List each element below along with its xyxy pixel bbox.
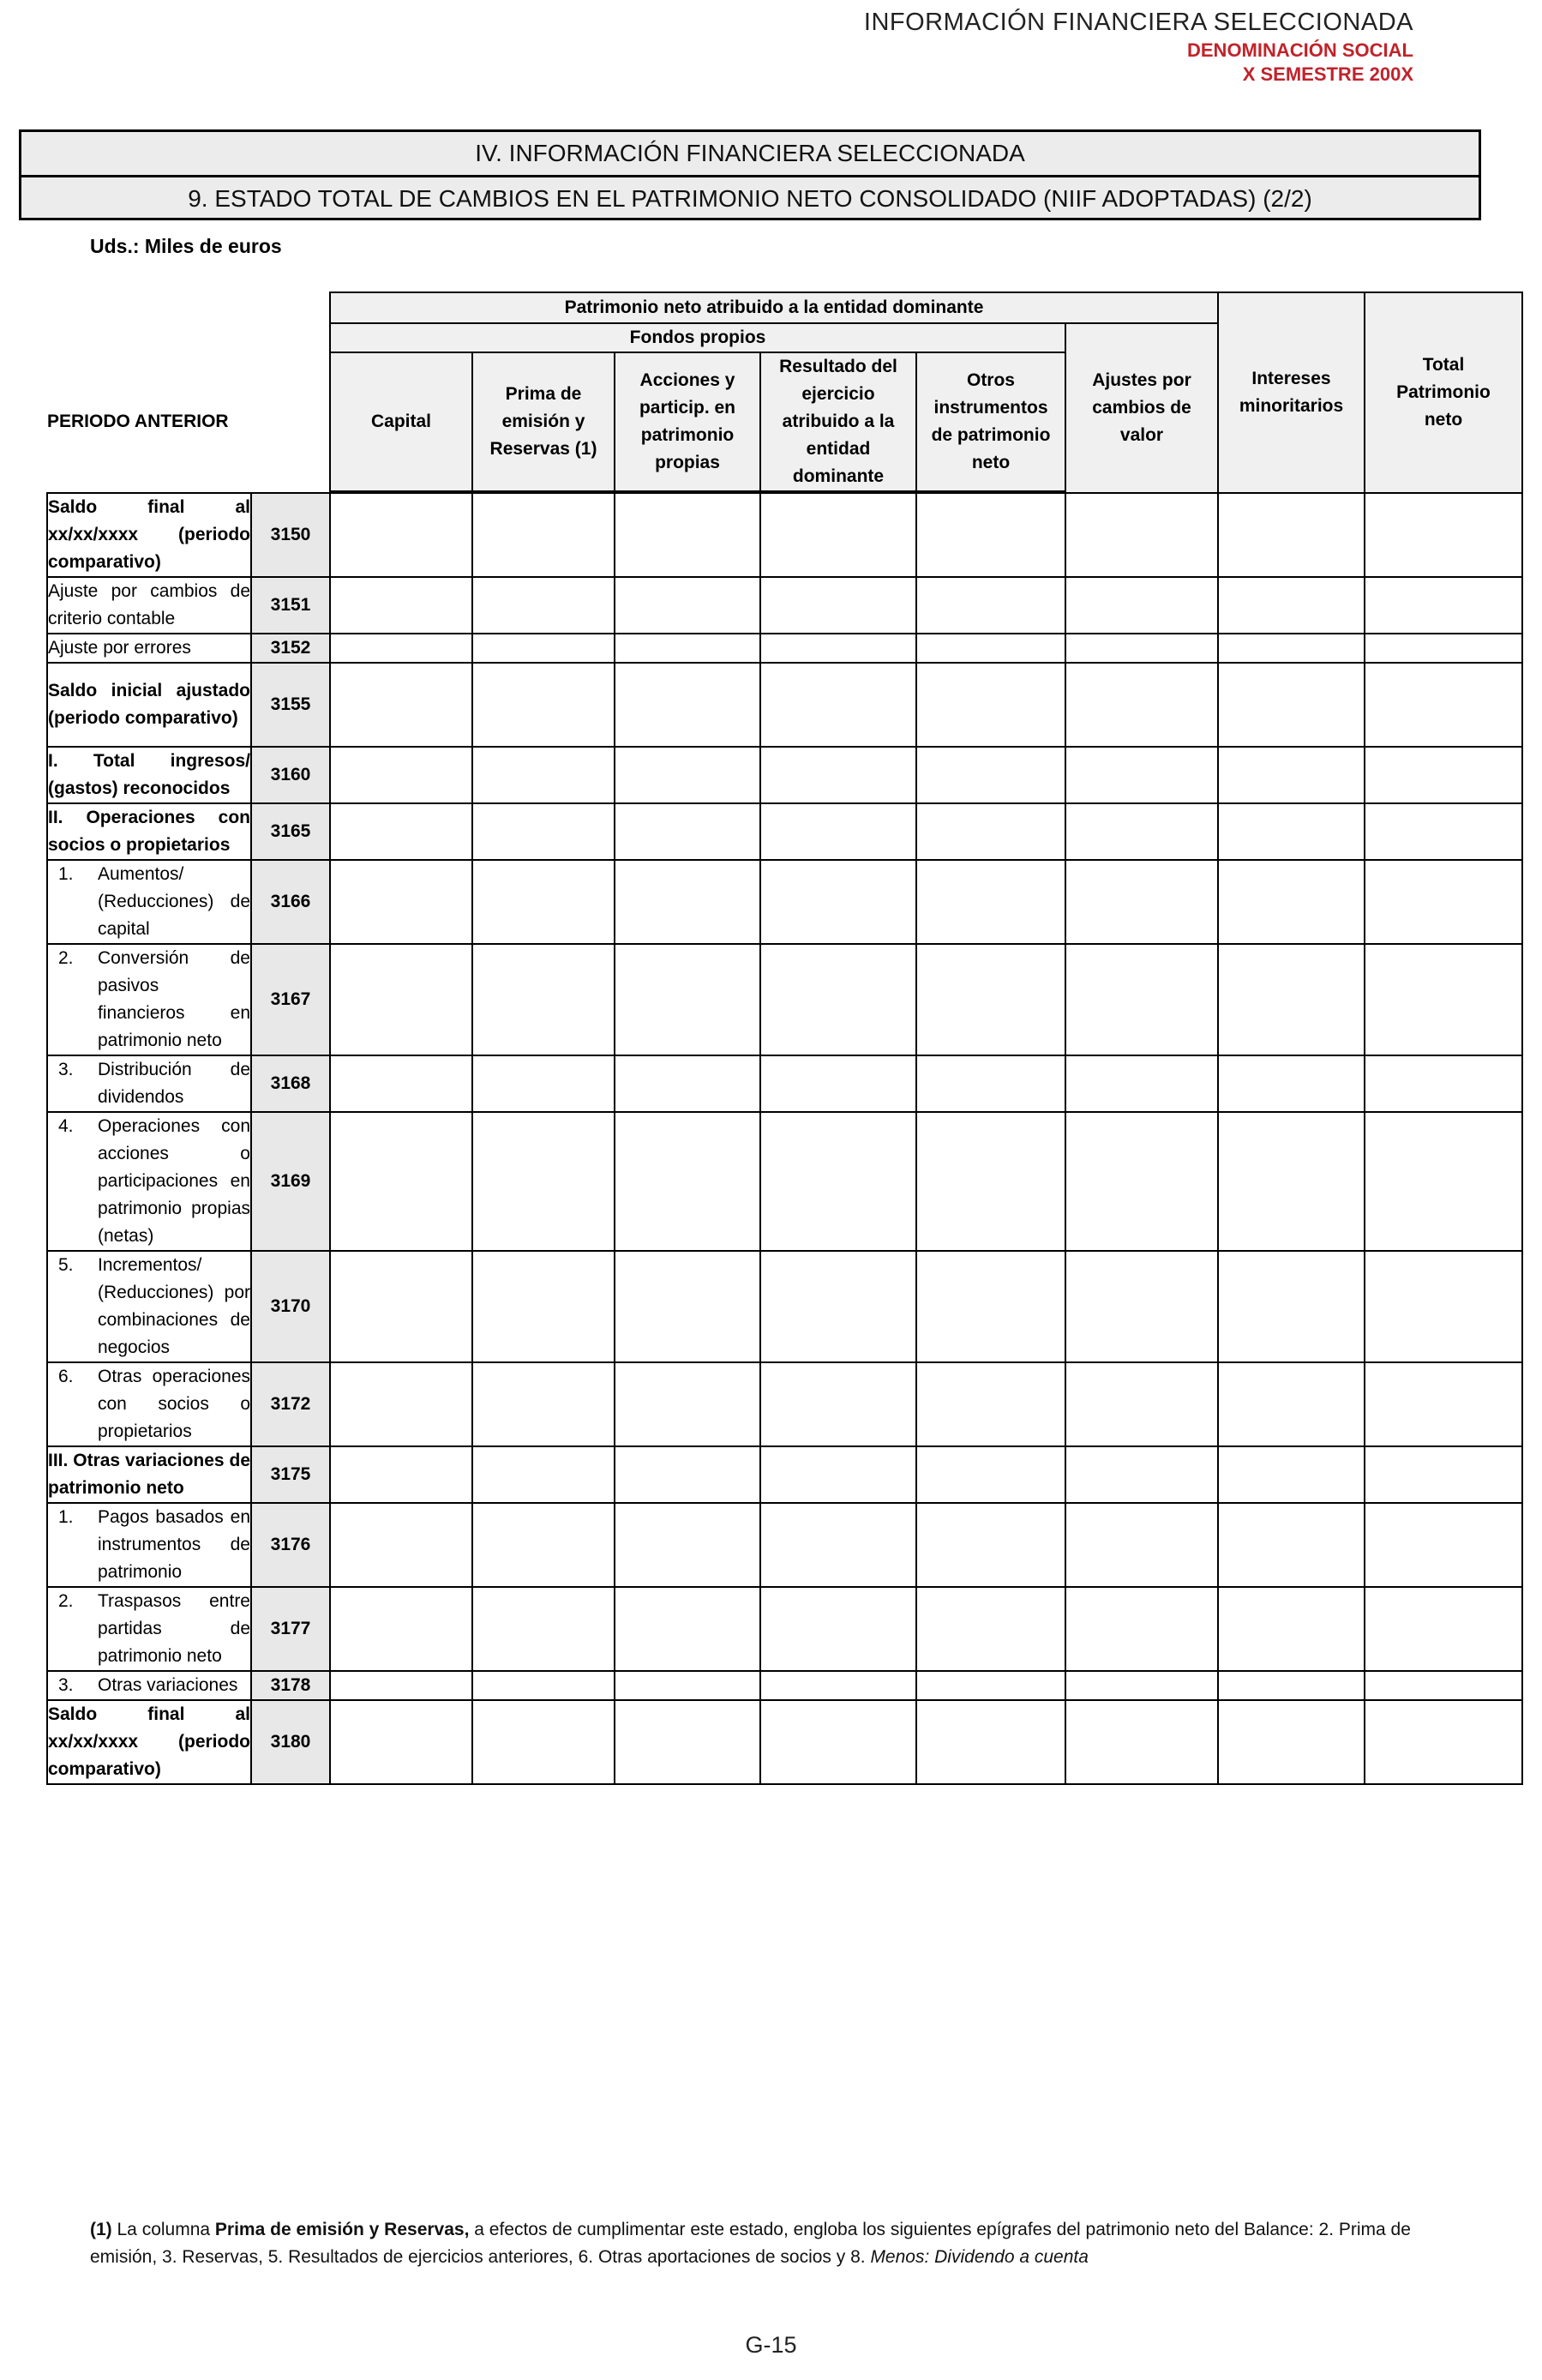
value-cell[interactable] [916, 944, 1065, 1055]
value-cell[interactable] [1065, 663, 1218, 747]
value-cell[interactable] [472, 1587, 615, 1671]
value-cell[interactable] [330, 1671, 472, 1700]
value-cell[interactable] [1365, 1503, 1522, 1587]
value-cell[interactable] [916, 663, 1065, 747]
value-cell[interactable] [916, 1671, 1065, 1700]
column-header-capital: Capital [330, 352, 472, 491]
value-cell[interactable] [615, 1112, 760, 1251]
footnote-marker: (1) [90, 2220, 112, 2239]
value-cell[interactable] [1065, 1700, 1218, 1784]
value-cell[interactable] [760, 944, 916, 1055]
value-cell[interactable] [1365, 1700, 1522, 1784]
value-cell[interactable] [330, 1446, 472, 1503]
value-cell[interactable] [615, 663, 760, 747]
value-cell[interactable] [1365, 1112, 1522, 1251]
value-cell[interactable] [916, 1700, 1065, 1784]
value-cell[interactable] [330, 1362, 472, 1446]
value-cell[interactable] [330, 1587, 472, 1671]
row-number: 2. [58, 1591, 74, 1611]
value-cell[interactable] [1218, 577, 1365, 634]
value-cell[interactable] [472, 1503, 615, 1587]
value-cell[interactable] [1218, 1587, 1365, 1671]
value-cell[interactable] [330, 1700, 472, 1784]
value-cell[interactable] [1218, 1446, 1365, 1503]
value-cell[interactable] [1065, 1446, 1218, 1503]
row-code: 3155 [251, 663, 330, 747]
value-cell[interactable] [1065, 747, 1218, 803]
row-label-text: Distribución de dividendos [98, 1060, 250, 1107]
value-cell[interactable] [1065, 493, 1218, 577]
row-number: 1. [58, 864, 74, 884]
row-code: 3150 [251, 493, 330, 577]
row-label [47, 1671, 251, 1700]
row-number: 1. [58, 1507, 74, 1527]
column-header-other-instruments: Otros instrumentos de patrimonio neto [916, 352, 1065, 491]
row-label-text: Pagos basados en instrumentos de patrimonio [98, 1507, 250, 1582]
value-cell[interactable] [760, 1251, 916, 1362]
value-cell[interactable] [1218, 1112, 1365, 1251]
value-cell[interactable] [1065, 1503, 1218, 1587]
value-cell[interactable] [472, 1446, 615, 1503]
row-code: 3169 [251, 1112, 330, 1251]
value-cell[interactable] [1365, 944, 1522, 1055]
value-cell[interactable] [760, 1446, 916, 1503]
value-cell[interactable] [1365, 1055, 1522, 1112]
value-cell[interactable] [1218, 1503, 1365, 1587]
value-cell[interactable] [916, 1055, 1065, 1112]
value-cell[interactable] [330, 860, 472, 944]
value-cell[interactable] [760, 747, 916, 803]
table-row [47, 577, 1522, 634]
value-cell[interactable] [615, 747, 760, 803]
value-cell[interactable] [330, 1251, 472, 1362]
row-label-text: Operaciones con acciones o participaciones en patrimonio propias (netas) [98, 1116, 250, 1246]
value-cell[interactable] [1218, 803, 1365, 860]
row-label-text: Otras operaciones con socios o propietarios [98, 1367, 250, 1441]
value-cell[interactable] [1065, 944, 1218, 1055]
table-row [47, 1446, 1522, 1503]
value-cell[interactable] [1218, 663, 1365, 747]
value-cell[interactable] [615, 1503, 760, 1587]
row-code: 3151 [251, 577, 330, 634]
value-cell[interactable] [1365, 1251, 1522, 1362]
units-label: Uds.: Miles de euros [90, 235, 282, 257]
column-header-premium: Prima de emisión y Reservas (1) [472, 352, 615, 491]
table-row [47, 1055, 1522, 1112]
value-cell[interactable] [1365, 493, 1522, 577]
table-row [47, 1112, 1522, 1251]
value-cell[interactable] [1065, 577, 1218, 634]
row-number: 5. [58, 1255, 74, 1275]
row-label [47, 1503, 251, 1587]
value-cell[interactable] [1218, 860, 1365, 944]
table-row [47, 1700, 1522, 1784]
column-header-minority: Intereses minoritarios [1218, 292, 1365, 493]
value-cell[interactable] [615, 1362, 760, 1446]
value-cell[interactable] [330, 944, 472, 1055]
subgroup-header: Fondos propios [330, 323, 1065, 352]
value-cell[interactable] [615, 860, 760, 944]
group-header: Patrimonio neto atribuido a la entidad dominante [330, 292, 1218, 323]
value-cell[interactable] [330, 634, 472, 663]
table-row [47, 663, 1522, 747]
row-label [47, 1055, 251, 1112]
value-cell[interactable] [916, 1446, 1065, 1503]
row-code: 3160 [251, 747, 330, 803]
value-cell[interactable] [1065, 1112, 1218, 1251]
value-cell[interactable] [330, 663, 472, 747]
table-row [47, 944, 1522, 1055]
row-label-text: Traspasos entre partidas de patrimonio neto [98, 1591, 250, 1666]
row-label-text: Incrementos/ (Reducciones) por combinaciones de negocios [98, 1255, 250, 1357]
footnote [90, 2216, 1427, 2271]
value-cell[interactable] [1218, 1251, 1365, 1362]
row-label [47, 860, 251, 944]
value-cell[interactable] [1365, 663, 1522, 747]
row-label-text: Otras variaciones [98, 1675, 238, 1695]
row-label: Saldo inicial ajustado (periodo comparativo) [47, 663, 251, 747]
row-code: 3172 [251, 1362, 330, 1446]
value-cell[interactable] [472, 860, 615, 944]
row-number: 3. [58, 1060, 74, 1079]
row-label: Ajuste por errores [47, 634, 251, 663]
value-cell[interactable] [472, 1700, 615, 1784]
value-cell[interactable] [1365, 860, 1522, 944]
row-code: 3167 [251, 944, 330, 1055]
value-cell[interactable] [472, 747, 615, 803]
row-code: 3165 [251, 803, 330, 860]
footnote-text-b: a efectos de cumplimentar este estado, engloba los siguientes epígrafes del patrimonio neto del Balance: 2. Prima de emisión, 3. Reservas, 5. Resultados de ejercicios anteriores, 6. Otras aportaciones de socios y 8. [90, 2220, 1411, 2267]
row-code: 3178 [251, 1671, 330, 1700]
value-cell[interactable] [1065, 1671, 1218, 1700]
value-cell[interactable] [916, 1251, 1065, 1362]
value-cell[interactable] [1065, 860, 1218, 944]
value-cell[interactable] [916, 803, 1065, 860]
value-cell[interactable] [472, 803, 615, 860]
value-cell[interactable] [760, 803, 916, 860]
value-cell[interactable] [615, 803, 760, 860]
value-cell[interactable] [330, 577, 472, 634]
column-header-total: Total Patrimonio neto [1365, 292, 1522, 493]
value-cell[interactable] [916, 493, 1065, 577]
row-label-text: Aumentos/ (Reducciones) de capital [98, 864, 250, 939]
row-label [47, 944, 251, 1055]
value-cell[interactable] [472, 1112, 615, 1251]
value-cell[interactable] [330, 747, 472, 803]
header-title: INFORMACIÓN FINANCIERA SELECCIONADA [863, 9, 1413, 36]
value-cell[interactable] [1365, 747, 1522, 803]
value-cell[interactable] [760, 860, 916, 944]
value-cell[interactable] [916, 577, 1065, 634]
value-cell[interactable] [472, 493, 615, 577]
table-row [47, 1362, 1522, 1446]
row-label: I. Total ingresos/ (gastos) reconocidos [47, 747, 251, 803]
value-cell[interactable] [615, 577, 760, 634]
value-cell[interactable] [760, 1503, 916, 1587]
footnote-text-a: La columna [111, 2220, 215, 2239]
row-label-text: Conversión de pasivos financieros en patrimonio neto [98, 948, 250, 1050]
value-cell[interactable] [760, 1055, 916, 1112]
row-code: 3168 [251, 1055, 330, 1112]
value-cell[interactable] [615, 493, 760, 577]
section-title: IV. INFORMACIÓN FINANCIERA SELECCIONADA [475, 140, 1025, 166]
value-cell[interactable] [615, 1055, 760, 1112]
row-label: Saldo final al xx/xx/xxxx (periodo comparativo) [47, 493, 251, 577]
row-label [47, 1251, 251, 1362]
value-cell[interactable] [472, 944, 615, 1055]
value-cell[interactable] [1365, 1587, 1522, 1671]
value-cell[interactable] [916, 634, 1065, 663]
value-cell[interactable] [1365, 1671, 1522, 1700]
value-cell[interactable] [472, 1055, 615, 1112]
value-cell[interactable] [760, 1362, 916, 1446]
value-cell[interactable] [1218, 1671, 1365, 1700]
row-number: 4. [58, 1116, 74, 1136]
value-cell[interactable] [760, 1587, 916, 1671]
row-code: 3170 [251, 1251, 330, 1362]
row-number: 6. [58, 1367, 74, 1386]
value-cell[interactable] [760, 1700, 916, 1784]
value-cell[interactable] [472, 577, 615, 634]
value-cell[interactable] [1365, 634, 1522, 663]
value-cell[interactable] [330, 1503, 472, 1587]
table-row [47, 747, 1522, 803]
value-cell[interactable] [472, 1251, 615, 1362]
table-row [47, 1251, 1522, 1362]
column-header-result: Resultado del ejercicio atribuido a la entidad dominante [760, 352, 916, 491]
value-cell[interactable] [472, 1671, 615, 1700]
value-cell[interactable] [615, 1446, 760, 1503]
statement-title: 9. ESTADO TOTAL DE CAMBIOS EN EL PATRIMONIO NETO CONSOLIDADO (NIIF ADOPTADAS) (2/2) [21, 175, 1479, 220]
value-cell[interactable] [1065, 1587, 1218, 1671]
row-code: 3166 [251, 860, 330, 944]
row-code: 3180 [251, 1700, 330, 1784]
row-label: Saldo final al xx/xx/xxxx (periodo comparativo) [47, 1700, 251, 1784]
row-label: Ajuste por cambios de criterio contable [47, 577, 251, 634]
row-code: 3152 [251, 634, 330, 663]
value-cell[interactable] [916, 747, 1065, 803]
table-row [47, 860, 1522, 944]
value-cell[interactable] [1218, 493, 1365, 577]
row-label [47, 1587, 251, 1671]
equity-changes-table [46, 291, 1523, 1785]
period-label: PERIODO ANTERIOR [47, 412, 229, 431]
value-cell[interactable] [330, 1112, 472, 1251]
value-cell[interactable] [1065, 634, 1218, 663]
value-cell[interactable] [760, 1671, 916, 1700]
value-cell[interactable] [472, 1362, 615, 1446]
header-company: DENOMINACIÓN SOCIAL [1187, 39, 1413, 61]
value-cell[interactable] [1218, 634, 1365, 663]
value-cell[interactable] [760, 577, 916, 634]
value-cell[interactable] [1365, 577, 1522, 634]
value-cell[interactable] [1365, 1446, 1522, 1503]
value-cell[interactable] [1365, 1362, 1522, 1446]
row-number: 3. [58, 1675, 74, 1695]
table-row [47, 634, 1522, 663]
value-cell[interactable] [615, 1251, 760, 1362]
value-cell[interactable] [916, 1362, 1065, 1446]
footnote-italic-term: Menos: Dividendo a cuenta [870, 2247, 1089, 2267]
row-label [47, 1362, 251, 1446]
value-cell[interactable] [615, 1671, 760, 1700]
value-cell[interactable] [760, 634, 916, 663]
value-cell[interactable] [615, 634, 760, 663]
value-cell[interactable] [760, 1112, 916, 1251]
table-row [47, 1587, 1522, 1671]
value-cell[interactable] [330, 493, 472, 577]
value-cell[interactable] [1218, 1362, 1365, 1446]
value-cell[interactable] [615, 1700, 760, 1784]
value-cell[interactable] [472, 634, 615, 663]
value-cell[interactable] [916, 1587, 1065, 1671]
value-cell[interactable] [1218, 1055, 1365, 1112]
header-period: X SEMESTRE 200X [1242, 63, 1413, 85]
table-row [47, 803, 1522, 860]
value-cell[interactable] [1065, 1251, 1218, 1362]
value-cell[interactable] [472, 663, 615, 747]
value-cell[interactable] [330, 1055, 472, 1112]
value-cell[interactable] [760, 663, 916, 747]
value-cell[interactable] [330, 803, 472, 860]
row-label: II. Operaciones con socios o propietarios [47, 803, 251, 860]
value-cell[interactable] [1218, 747, 1365, 803]
value-cell[interactable] [615, 944, 760, 1055]
value-cell[interactable] [1218, 1700, 1365, 1784]
title-box [19, 129, 1481, 220]
value-cell[interactable] [1365, 803, 1522, 860]
column-header-adjustments: Ajustes por cambios de valor [1065, 323, 1218, 493]
value-cell[interactable] [1218, 944, 1365, 1055]
value-cell[interactable] [1065, 1055, 1218, 1112]
row-code: 3176 [251, 1503, 330, 1587]
header-blank [47, 292, 330, 323]
value-cell[interactable] [615, 1587, 760, 1671]
row-code: 3175 [251, 1446, 330, 1503]
column-header-own-shares: Acciones y particip. en patrimonio propias [615, 352, 760, 491]
footnote-bold-term: Prima de emisión y Reservas, [214, 2220, 470, 2239]
value-cell[interactable] [916, 1112, 1065, 1251]
row-label: III. Otras variaciones de patrimonio neto [47, 1446, 251, 1503]
table-row [47, 1503, 1522, 1587]
table-row [47, 493, 1522, 577]
page-number: G-15 [745, 2332, 797, 2358]
row-code: 3177 [251, 1587, 330, 1671]
row-number: 2. [58, 948, 74, 968]
value-cell[interactable] [1065, 1362, 1218, 1446]
table-row [47, 1671, 1522, 1700]
value-cell[interactable] [1065, 803, 1218, 860]
value-cell[interactable] [916, 1503, 1065, 1587]
value-cell[interactable] [916, 860, 1065, 944]
row-label [47, 1112, 251, 1251]
value-cell[interactable] [760, 493, 916, 577]
